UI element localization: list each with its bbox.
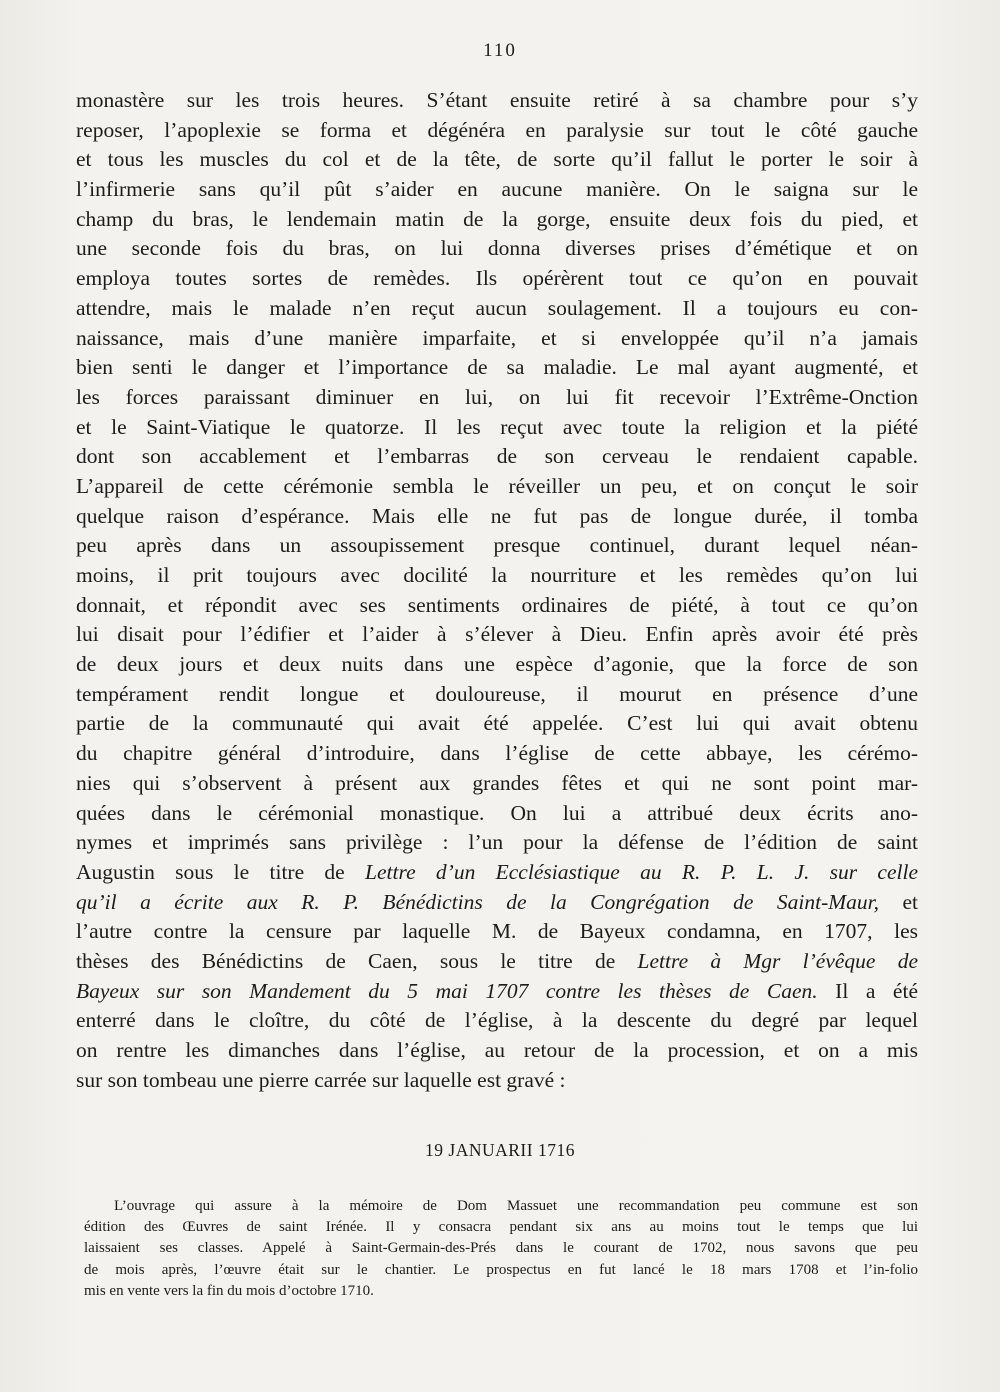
text-line: partie de la communauté qui avait été appelée. C’est lui qui avait obtenu [76, 711, 918, 736]
italic-title: qu’il a écrite aux R. P. Bénédictins de la Congrégation de Saint-Maur, [76, 889, 879, 914]
text-line: une seconde fois du bras, on lui donna diverses prises d’émétique et on [76, 236, 918, 261]
text-line: nymes et imprimés sans privilège : l’un pour la défense de l’édition de saint [76, 830, 918, 855]
text-segment: thèses des Bénédictins de Caen, sous le titre de [76, 948, 638, 973]
text-line: quées dans le cérémonial monastique. On lui a attribué deux écrits ano- [76, 800, 918, 825]
text-line: dont son accablement et l’embarras de son cerveau le rendaient capable. [76, 444, 918, 469]
text-line [76, 947, 918, 977]
text-line [76, 858, 918, 888]
text-line: employa toutes sortes de remèdes. Ils opérèrent tout ce qu’on en pouvait [76, 266, 918, 291]
italic-title: Bayeux sur son Mandement du 5 mai 1707 contre les thèses de Caen. [76, 978, 818, 1003]
text-line: du chapitre général d’introduire, dans l’église de cette abbaye, les cérémo- [76, 741, 918, 766]
text-line: et tous les muscles du col et de la tête, de sorte qu’il fallut le porter le soir à [76, 147, 918, 172]
text-line: tempérament rendit longue et douloureuse, il mourut en présence d’une [76, 681, 918, 706]
page-number: 110 [483, 40, 517, 61]
text-line: on rentre les dimanches dans l’église, au retour de la procession, et on a mis [76, 1038, 918, 1062]
text-line: l’autre contre la censure par laquelle M. de Bayeux condamna, en 1707, les [76, 919, 918, 944]
text-line: quelque raison d’espérance. Mais elle ne fut pas de longue durée, il tomba [76, 503, 918, 528]
text-line: sur son tombeau une pierre carrée sur laquelle est gravé : [76, 1067, 566, 1092]
inscription-date: 19 JANUARII 1716 [425, 1140, 575, 1160]
italic-title: Lettre d’un Ecclésiastique au R. P. L. J. sur celle [365, 859, 918, 884]
text-line: attendre, mais le malade n’en reçut aucun soulagement. Il a toujours eu con- [76, 295, 918, 320]
italic-title: Lettre à Mgr l’évêque de [637, 948, 918, 973]
text-line: donnait, et répondit avec ses sentiments ordinaires de piété, à tout ce qu’on [76, 592, 918, 617]
text-line: nies qui s’observent à présent aux grandes fêtes et qui ne sont point mar- [76, 770, 918, 795]
footnote-line: L’ouvrage qui assure à la mémoire de Dom Massuet une recommandation peu commune est son [114, 1198, 918, 1214]
text-line: naissance, mais d’une manière imparfaite, et si enveloppée qu’il n’a jamais [76, 325, 918, 350]
text-segment: Augustin sous le titre de [76, 859, 366, 884]
text-line: l’infirmerie sans qu’il pût s’aider en aucune manière. On le saigna sur le [76, 177, 918, 202]
text-line: moins, il prit toujours avec docilité la nourriture et les remèdes qu’on lui [76, 563, 918, 587]
main-text [76, 86, 918, 1095]
text-line: enterré dans le cloître, du côté de l’église, à la descente du degré par lequel [76, 1008, 918, 1033]
text-line: bien senti le danger et l’importance de sa maladie. Le mal ayant augmenté, et [76, 355, 918, 380]
footnote-line: édition des Œuvres de saint Irénée. Il y consacra pendant six ans au moins tout le temps que lui [84, 1219, 918, 1236]
text-line: et le Saint-Viatique le quatorze. Il les reçut avec toute la religion et la piété [76, 414, 918, 439]
footnote-line: de mois après, l’œuvre était sur le chantier. Le prospectus en fut lancé le 18 mars 1708 et l’in-folio [84, 1261, 918, 1278]
text-segment: Il a été [817, 978, 918, 1003]
text-line: de deux jours et deux nuits dans une espèce d’agonie, que la force de son [76, 652, 918, 677]
footnote-line: laissaient ses classes. Appelé à Saint-Germain-des-Prés dans le courant de 1702, nous savons que peu [84, 1240, 918, 1257]
text-line: peu après dans un assoupissement presque continuel, durant lequel néan- [76, 533, 918, 558]
text-line: champ du bras, le lendemain matin de la gorge, ensuite deux fois du pied, et [76, 206, 918, 231]
text-line [76, 888, 918, 918]
text-line: lui disait pour l’édifier et l’aider à s’élever à Dieu. Enfin après avoir été près [76, 622, 918, 647]
text-line: monastère sur les trois heures. S’étant ensuite retiré à sa chambre pour s’y [76, 88, 918, 112]
text-line: reposer, l’apoplexie se forma et dégénéra en paralysie sur tout le côté gauche [76, 117, 918, 142]
text-segment: et [879, 889, 918, 914]
text-line: les forces paraissant diminuer en lui, on lui fit recevoir l’Extrême-Onction [76, 384, 918, 409]
text-line: L’appareil de cette cérémonie sembla le réveiller un peu, et on conçut le soir [76, 473, 918, 498]
footnote-line: mis en vente vers la fin du mois d’octobre 1710. [84, 1282, 374, 1299]
text-line [76, 977, 918, 1007]
footnote [84, 1196, 918, 1302]
